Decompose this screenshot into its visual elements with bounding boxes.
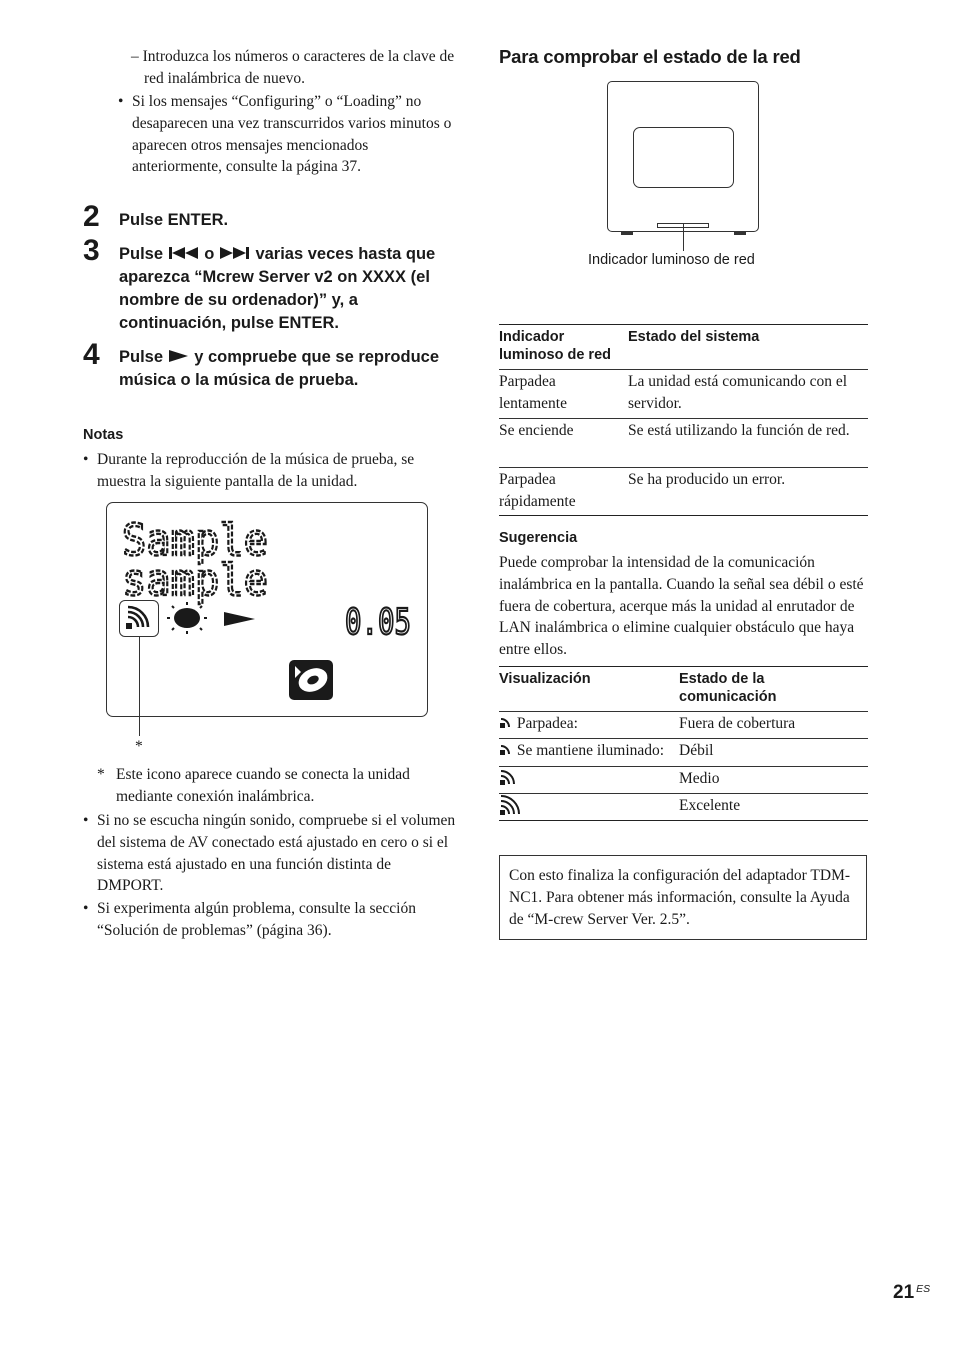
note-1-text: Durante la reproducción de la música de prueba, se muestra la siguiente pantalla de la unidad.	[97, 451, 415, 490]
step3-text-after: varias veces hasta que aparezca “Mcrew Server v2 on XXXX (el nombre de su ordenador)” y, a continuación, pulse ENTER.	[119, 245, 436, 332]
step-text-2: Pulse ENTER.	[119, 211, 229, 229]
table2-top-rule	[499, 666, 868, 667]
table2-row2-label: Se mantiene iluminado:	[516, 742, 665, 759]
lcd-line-1-text: Sample	[122, 515, 268, 566]
step-text-3	[119, 243, 459, 335]
lcd-pointer-line	[139, 636, 140, 736]
table2-row1-col1	[499, 713, 677, 735]
table2-bottom-rule	[499, 820, 868, 821]
table2-row1-col2: Fuera de cobertura	[679, 715, 796, 732]
table2-row3-col2: Medio	[679, 770, 720, 787]
page-number	[893, 1282, 930, 1304]
table2-header-col2: Estado de la comunicación	[679, 671, 777, 705]
table1-row1-col2: La unidad está comunicando con el servidor.	[628, 373, 848, 412]
device-foot-left	[621, 231, 633, 235]
device-caption: Indicador luminoso de red	[588, 252, 755, 268]
footnote-mark: *	[97, 766, 105, 783]
lcd-line-2	[122, 555, 272, 606]
table2-row4-col2: Excelente	[679, 797, 741, 814]
table2-row2-rule	[499, 766, 868, 767]
note-2: • Si no se escucha ningún sonido, compruebe si el volumen del sistema de AV conectado está ajustado en cero o si el sistema está ajustado en una función distinta de DMPORT.	[83, 810, 458, 897]
next-track-icon	[219, 246, 251, 260]
step-number-4: 4	[83, 338, 100, 371]
bullet-configuring-text: Si los mensajes “Configuring” o “Loading” no desaparecen una vez transcurridos varios minutos o aparecen otros mensajes mencionados anteriormente, consulte la página 37.	[132, 93, 452, 176]
table1-header-col1: Indicador luminoso de red	[499, 329, 611, 363]
table2-row3-rule	[499, 793, 868, 794]
table2-row1-label: Parpadea:	[516, 715, 578, 732]
lcd-display	[106, 502, 428, 717]
play-icon	[168, 349, 190, 363]
footnote-text: Este icono aparece cuando se conecta la unidad mediante conexión inalámbrica.	[116, 766, 410, 805]
step3-text-before: Pulse	[119, 245, 168, 263]
table2-row1-rule	[499, 738, 868, 739]
completion-box	[499, 855, 867, 940]
lcd-asterisk: *	[135, 738, 143, 755]
table2-row4-col1	[499, 795, 677, 821]
table1-row2-rule	[499, 467, 868, 468]
table1-header-rule	[499, 369, 868, 370]
note-3-text: Si experimenta algún problema, consulte la sección “Solución de problemas” (página 36).	[97, 900, 416, 939]
section-heading: Para comprobar el estado de la red	[499, 46, 801, 67]
table1-header-col2: Estado del sistema	[628, 329, 760, 345]
tip-text: Puede comprobar la intensidad de la comunicación inalámbrica en la pantalla. Cuando la señal sea débil o esté fuera de cobertura, acerque más la unidad al enrutador de LAN inalámbrica o elimine cualquier obstáculo que haya entre ellos.	[499, 554, 864, 659]
step-text-4	[119, 346, 449, 392]
lcd-time-text: 0.05	[345, 602, 411, 643]
signal-weak-icon	[499, 715, 513, 729]
table1-top-rule	[499, 324, 868, 325]
lcd-time	[345, 601, 413, 643]
table1-row1-rule	[499, 418, 868, 419]
note-3: • Si experimenta algún problema, consulte la sección “Solución de problemas” (página 36).	[83, 898, 458, 942]
step-number-3: 3	[83, 234, 100, 267]
signal-excellent-icon	[499, 795, 523, 817]
device-screen	[633, 127, 734, 188]
source-disc-icon	[287, 658, 337, 702]
step-number-2: 2	[83, 200, 100, 233]
network-status-icon	[167, 604, 211, 634]
table2-header-rule	[499, 711, 868, 712]
signal-weak-icon	[499, 742, 513, 756]
bullet-configuring: • Si los mensajes “Configuring” o “Loading” no desaparecen una vez transcurridos varios minutos o aparecen otros mensajes mencionados anteriormente, consulte la página 37.	[118, 91, 458, 178]
lcd-line-2-text: sample	[122, 555, 268, 606]
device-foot-right	[734, 231, 746, 235]
table2-header-col1: Visualización	[499, 671, 591, 687]
step4-text-after: y compruebe que se reproduce música o la música de prueba.	[119, 348, 440, 389]
completion-box-text: Con esto finaliza la configuración del adaptador TDM-NC1. Para obtener más información, consulte la Ayuda de “M-crew Server Ver. 2.5”.	[509, 867, 851, 928]
table2-row3-col1	[499, 768, 677, 791]
table1-row2-col1: Se enciende	[499, 422, 574, 439]
step4-text-before: Pulse	[119, 348, 168, 366]
tip-title: Sugerencia	[499, 530, 578, 546]
footnote	[97, 764, 457, 808]
previous-track-icon	[168, 246, 200, 260]
device-pointer-line	[683, 224, 684, 251]
device-illustration	[607, 81, 759, 232]
table1-row1-col1: Parpadea lentamente	[499, 373, 567, 412]
table2-row2-col1	[499, 740, 677, 762]
signal-medium-icon	[499, 768, 519, 786]
lcd-play-icon	[223, 610, 257, 628]
dash-item: – Introduzca los números o caracteres de la clave de red inalámbrica de nuevo.	[131, 48, 455, 87]
table1-row2-col2: Se está utilizando la función de red.	[628, 422, 850, 439]
notes-title: Notas	[83, 427, 124, 443]
step3-text-mid: o	[199, 245, 219, 263]
table1-row3-col1: Parpadea rápidamente	[499, 471, 576, 510]
wireless-signal-icon	[124, 604, 154, 632]
page-number-value: 21	[893, 1282, 915, 1303]
note-2-text: Si no se escucha ningún sonido, compruebe si el volumen del sistema de AV conectado está ajustado en cero o si el sistema está ajustado en una función distinta de DMPORT.	[97, 812, 456, 895]
table2-row2-col2: Débil	[679, 742, 714, 759]
page-number-suffix: ES	[916, 1283, 931, 1295]
note-1: • Durante la reproducción de la música de prueba, se muestra la siguiente pantalla de la unidad.	[83, 449, 458, 493]
table1-bottom-rule	[499, 515, 868, 516]
table1-row3-col2: Se ha producido un error.	[628, 471, 786, 488]
